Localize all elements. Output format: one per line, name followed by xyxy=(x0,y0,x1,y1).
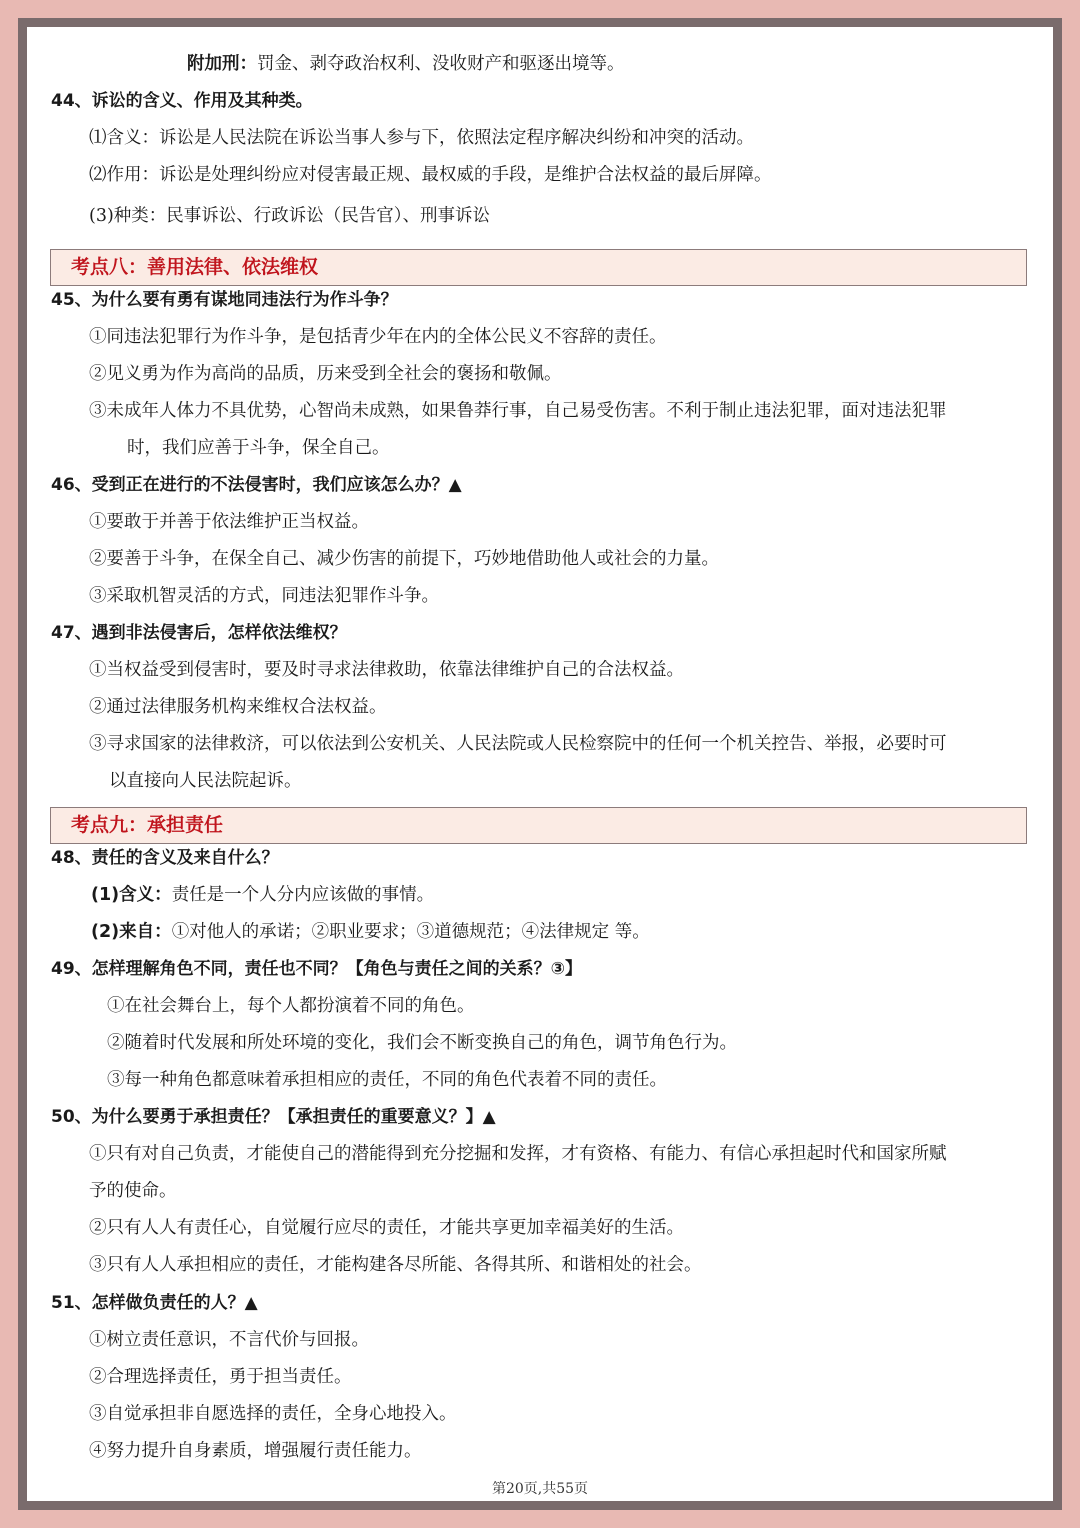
q46-item-3: ③采取机智灵活的方式，同违法犯罪作斗争。 xyxy=(89,586,439,606)
q44-item-3: (3)种类：民事诉讼、行政诉讼（民告官）、刑事诉讼 xyxy=(89,206,491,226)
section-header-9 xyxy=(50,807,1027,844)
q45-item-3: ③未成年人体力不具优势，心智尚未成熟，如果鲁莽行事，自己易受伤害。不利于制止违法犯罪，面对违法犯罪 xyxy=(89,401,947,421)
q45-item-3-cont: 时，我们应善于斗争，保全自己。 xyxy=(127,438,390,458)
supplementary-penalty-label: 附加刑： xyxy=(187,54,257,74)
q48-item-2 xyxy=(91,920,650,944)
question-51-title: 51、怎样做负责任的人？▲ xyxy=(51,1293,258,1313)
question-46-title: 46、受到正在进行的不法侵害时，我们应该怎么办？▲ xyxy=(51,475,462,495)
q47-item-3: ③寻求国家的法律救济，可以依法到公安机关、人民法院或人民检察院中的任何一个机关控告、举报，必要时可 xyxy=(89,734,947,754)
q48-item-1 xyxy=(91,883,434,907)
supplementary-penalty-line xyxy=(187,52,625,76)
question-48-title: 48、责任的含义及来自什么？ xyxy=(51,848,279,868)
q48-item-1-label: (1)含义： xyxy=(91,885,172,905)
section-title-8: 考点八：善用法律、依法维权 xyxy=(71,256,319,278)
q50-item-3: ③只有人人承担相应的责任，才能构建各尽所能、各得其所、和谐相处的社会。 xyxy=(89,1255,702,1275)
q49-item-1: ①在社会舞台上，每个人都扮演着不同的角色。 xyxy=(107,996,475,1016)
document-page xyxy=(27,27,1053,1501)
q48-item-2-label: (2)来自： xyxy=(91,922,172,942)
question-50-title: 50、为什么要勇于承担责任？【承担责任的重要意义？】▲ xyxy=(51,1107,496,1127)
q50-item-1-cont: 予的使命。 xyxy=(89,1181,177,1201)
q45-item-1: ①同违法犯罪行为作斗争，是包括青少年在内的全体公民义不容辞的责任。 xyxy=(89,327,667,347)
q47-item-2: ②通过法律服务机构来维权合法权益。 xyxy=(89,697,387,717)
q44-item-2: ⑵作用：诉讼是处理纠纷应对侵害最正规、最权威的手段，是维护合法权益的最后屏障。 xyxy=(89,165,772,185)
section-header-8 xyxy=(50,249,1027,286)
q47-item-1: ①当权益受到侵害时，要及时寻求法律救助，依靠法律维护自己的合法权益。 xyxy=(89,660,684,680)
q51-item-4: ④努力提升自身素质，增强履行责任能力。 xyxy=(89,1441,422,1461)
section-title-9: 考点九：承担责任 xyxy=(71,814,224,836)
question-49-title: 49、怎样理解角色不同，责任也不同？【角色与责任之间的关系？③】 xyxy=(51,959,583,979)
q50-item-2: ②只有人人有责任心，自觉履行应尽的责任，才能共享更加幸福美好的生活。 xyxy=(89,1218,684,1238)
question-47-title: 47、遇到非法侵害后，怎样依法维权？ xyxy=(51,623,347,643)
q49-item-2: ②随着时代发展和所处环境的变化，我们会不断变换自己的角色，调节角色行为。 xyxy=(107,1033,737,1053)
q49-item-3: ③每一种角色都意味着承担相应的责任，不同的角色代表着不同的责任。 xyxy=(107,1070,667,1090)
q51-item-2: ②合理选择责任，勇于担当责任。 xyxy=(89,1367,352,1387)
q46-item-1: ①要敢于并善于依法维护正当权益。 xyxy=(89,512,369,532)
supplementary-penalty-text: 罚金、剥夺政治权利、没收财产和驱逐出境等。 xyxy=(257,54,625,74)
q48-item-1-text: 责任是一个人分内应该做的事情。 xyxy=(171,885,435,905)
q46-item-2: ②要善于斗争，在保全自己、减少伤害的前提下，巧妙地借助他人或社会的力量。 xyxy=(89,549,719,569)
question-44-title: 44、诉讼的含义、作用及其种类。 xyxy=(51,91,313,111)
q45-item-2: ②见义勇为作为高尚的品质，历来受到全社会的褒扬和敬佩。 xyxy=(89,364,562,384)
q44-item-1: ⑴含义：诉讼是人民法院在诉讼当事人参与下，依照法定程序解决纠纷和冲突的活动。 xyxy=(89,128,754,148)
q51-item-3: ③自觉承担非自愿选择的责任，全身心地投入。 xyxy=(89,1404,457,1424)
q48-item-2-text: ①对他人的承诺；②职业要求；③道德规范；④法律规定 等。 xyxy=(171,922,650,942)
question-45-title: 45、为什么要有勇有谋地同违法行为作斗争？ xyxy=(51,290,398,310)
page-number: 第20页,共55页 xyxy=(491,1481,589,1497)
q51-item-1: ①树立责任意识，不言代价与回报。 xyxy=(89,1330,369,1350)
q47-item-3-cont: 以直接向人民法院起诉。 xyxy=(109,771,302,791)
q50-item-1: ①只有对自己负责，才能使自己的潜能得到充分挖掘和发挥，才有资格、有能力、有信心承担起时代和国家所赋 xyxy=(89,1144,947,1164)
